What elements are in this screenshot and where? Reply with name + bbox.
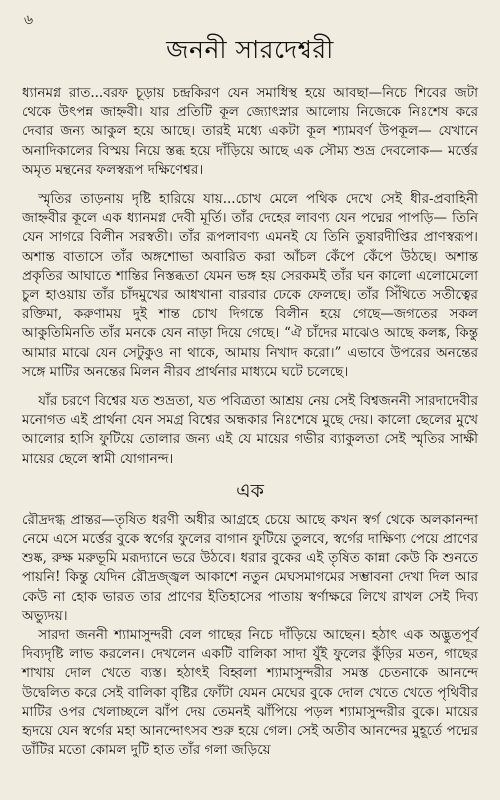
paragraph-gap xyxy=(22,382,478,392)
intro-paragraph-1: ধ্যানমগ্ন রাত...বরফ চূড়ায় চন্দ্রকিরণ যেন সমাধিস্থ হয়ে আবছা—নিচে শিবের জটা থেকে উৎপন্ন জাহ্নবী। যার প্রতিটি কূল জ্যোৎস্নার আলোয় নিজেকে নিঃশেষ করে দেবার জন্য আকুল হয়ে আছে। তারই মধ্যে একটা কূল শ্যামবর্ণ উপকূল— যেখানে অনাদিকালের বিস্ময় নিয়ে স্তব্ধ হয়ে দাঁড়িয়ে আছে এক সৌম্য শুভ্র দেবলোক— মর্ত্তের অমৃত মন্থনের ফলস্বরূপ দক্ষিণেশ্বর। xyxy=(22,85,478,178)
chapter-title: জননী সারদেশ্বরী xyxy=(166,35,334,64)
page-number: ৬ xyxy=(24,12,34,28)
section-paragraph-1: রৌদ্রদগ্ধ প্রান্তর—তৃষিত ধরণী অধীর আগ্রহে চেয়ে আছে কখন স্বর্গ থেকে অলকানন্দা নেমে এসে মর্ত্তের বুকে স্বর্গের ফুলের বাগান ফুটিয়ে তুলবে, স্বর্গের দাক্ষিণ্য পেয়ে প্রাণের শুষ্ক, রুক্ষ মরুভূমি মরূদ্যানে ভরে উঠবে। ধরার বুকের এই তৃষিত কান্না কেউ কি শুনতে পায়নি! কিন্তু যেদিন রৌদ্রজ্জ্বল আকাশে নতুন মেঘসমাগমের সম্ভাবনা দেখা দিল আর কেউ না হোক ভারত তার প্রাণের ইতিহাসের পাতায় স্বর্ণাক্ষরে লিখে রাখল সেই দিব্য অভ্যুদয়। xyxy=(22,511,478,624)
intro-paragraph-2: স্মৃতির তাড়নায় দৃষ্টি হারিয়ে যায়...চোখ মেলে পথিক দেখে সেই ধীর-প্রবাহিনী জাহ্নবীর কূলে এক ধ্যানমগ্ন দেবী মূর্তি। তাঁর দেহের লাবণ্য যেন পদ্মের পাপড়ি— তিনি যেন সাগরে বিলীন সরস্বতী। তাঁর রূপলাবণ্য এমনই যে তিনি তুষারদীপ্তির প্রাণস্বরূপ। অশান্ত বাতাসে তাঁর অঙ্গশোভা অবারিত করা আঁচল কেঁপে কেঁপে উঠছে। অশান্ত প্রকৃতির আঘাতে শান্তির নিস্তব্ধতা যেমন ভঙ্গ হয় সেরকমই তাঁর ঘন কালো এলোমেলো চুল হাওয়ায় তাঁর চাঁদমুখের আধখানা বারবার ঢেকে ফেলছে। তাঁর সিঁথিতে সতীত্বের রক্তিমা, করুণাময় দুই শান্ত চোখ দিগন্তে বিলীন হয়ে গেছে—জগতের সকল আকুতিমিনতি তাঁর মনকে যেন নাড়া দিয়ে গেছে। “ঐ চাঁদের মাঝেও আছে কলঙ্ক, কিন্তু আমার মাঝে যেন সেটুকুও না থাকে, আমায় নিখাদ করো।” এভাবে উপরের অনন্তের সঙ্গে মাটির অনন্তের মিলন নীরব প্রার্থনার মাধ্যমে ঘটে চলেছে। xyxy=(22,191,478,380)
section-heading: এক xyxy=(236,479,264,502)
intro-paragraph-3: যাঁর চরণে বিশ্বের যত শুভ্রতা, যত পবিত্রতা আশ্রয় নেয় সেই বিশ্বজননী সারদাদেবীর মনোগত এই প্রার্থনা যেন সমগ্র বিশ্বের অন্ধকার নিঃশেষে মুছে দেয়। কালো ছেলের মুখে আলোর হাসি ফুটিয়ে তোলার জন্য এই যে মায়ের গভীর ব্যাকুলতা সেই স্মৃতির সাক্ষী মায়ের ছেলে স্বামী যোগানন্দ। xyxy=(22,393,478,467)
paragraph-gap xyxy=(22,180,478,190)
section-paragraph-2: সারদা জননী শ্যামাসুন্দরী বেল গাছের নিচে দাঁড়িয়ে আছেন। হঠাৎ এক অদ্ভুতপূর্ব দিব্যদৃষ্টি লাভ করলেন। দেখলেন একটি বালিকা সাদা যুঁই ফুলের কুঁড়ির মতন, গাছের শাখায় দোল খেতে ব্যস্ত। হঠাৎই বিহ্বলা শ্যামাসুন্দরীর সমস্ত চেতনাকে আনন্দে উদ্বেলিত করে সেই বালিকা বৃষ্টির ফোঁটা যেমন মেঘের বুকে দোল খেতে খেতে পৃথিবীর মাটির ওপর খেলাচ্ছলে ঝাঁপ দেয় তেমনই ঝাঁপিয়ে পড়ল শ্যামাসুন্দরীর বুকে। মায়ের হৃদয়ে যেন স্বর্গের মহা আনন্দোৎসব শুরু হয়ে গেল। সেই অতীব আনন্দের মুহূর্তে পদ্মের ডাঁটির মতো কোমল দুটি হাত তাঁর গলা জড়িয়ে xyxy=(22,627,478,759)
